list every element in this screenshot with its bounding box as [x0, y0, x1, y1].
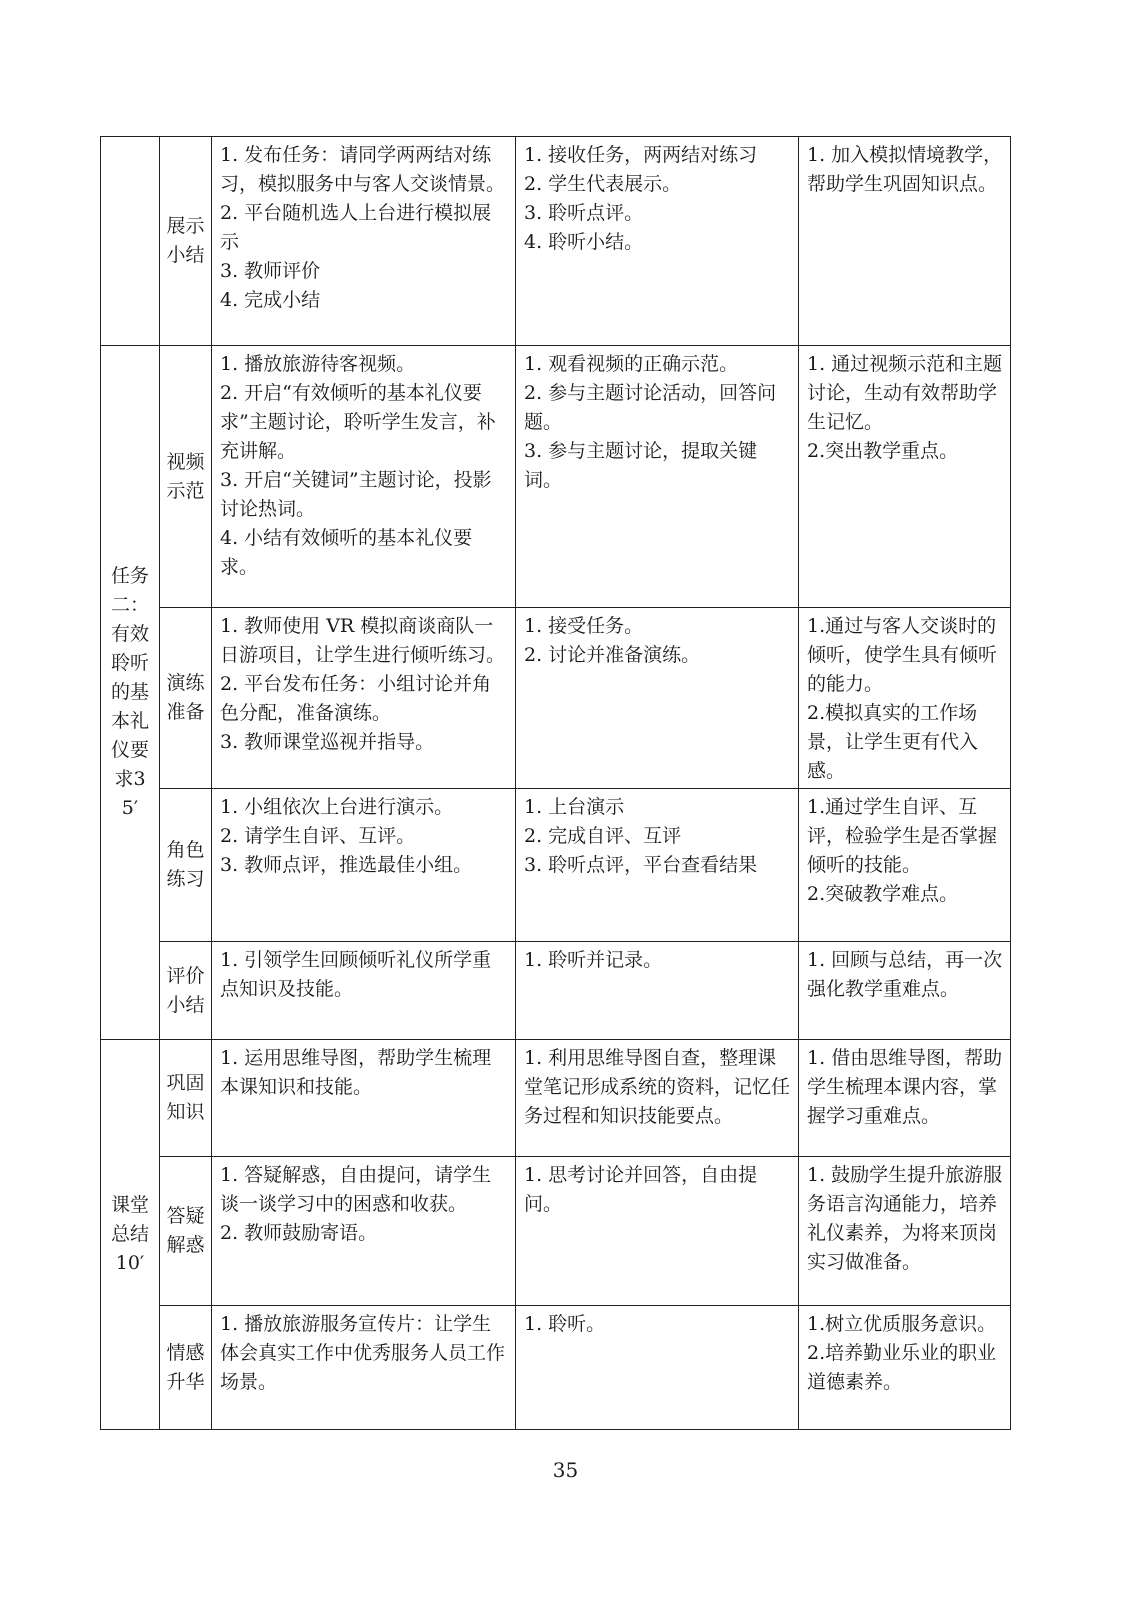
- intent-line: 1. 鼓励学生提升旅游服务语言沟通能力，培养礼仪素养，为将来顶岗实习做准备。: [807, 1164, 1003, 1273]
- phase-label: 演练 准备: [166, 672, 205, 723]
- teacher-activity-cell: [212, 789, 516, 942]
- teacher-line: 2. 教师鼓励寄语。: [220, 1222, 378, 1244]
- phase-label: 答疑 解惑: [166, 1205, 205, 1256]
- student-activity-cell: [516, 942, 799, 1040]
- phase-label: 展示 小结: [166, 215, 205, 266]
- student-line: 3. 参与主题讨论，提取关键词。: [524, 440, 758, 491]
- phase-label: 角色 练习: [166, 839, 205, 890]
- phase-label: 视频 示范: [166, 450, 205, 502]
- intent-line: 2.培养勤业乐业的职业道德素养。: [807, 1342, 997, 1393]
- teacher-line: 1. 引领学生回顾倾听礼仪所学重点知识及技能。: [220, 949, 492, 1000]
- student-line: 1. 聆听。: [524, 1313, 606, 1335]
- teacher-line: 1. 播放旅游待客视频。: [220, 353, 416, 375]
- phase-cell: [160, 942, 212, 1040]
- teacher-line: 3. 教师评价: [220, 260, 321, 282]
- intent-line: 1. 加入模拟情境教学，帮助学生巩固知识点。: [807, 144, 1003, 195]
- phase-cell: [160, 1040, 212, 1157]
- stage-cell: [101, 346, 160, 1040]
- intent-line: 1. 回顾与总结，再一次强化教学重难点。: [807, 949, 1003, 1000]
- teacher-line: 4. 完成小结: [220, 289, 321, 311]
- phase-cell: [160, 789, 212, 942]
- lesson-plan-body: [101, 137, 1011, 1430]
- student-activity-cell: [516, 346, 799, 608]
- teacher-line: 2. 平台发布任务：小组讨论并角色分配，准备演练。: [220, 673, 492, 724]
- intent-line: 1.通过学生自评、互评，检验学生是否掌握倾听的技能。: [807, 796, 998, 876]
- teacher-activity-cell: [212, 1040, 516, 1157]
- teacher-line: 4. 小结有效倾听的基本礼仪要求。: [220, 527, 473, 578]
- phase-cell: [160, 608, 212, 789]
- student-line: 1. 聆听并记录。: [524, 949, 663, 971]
- teacher-line: 1. 小组依次上台进行演示。: [220, 796, 454, 818]
- teacher-line: 3. 开启“关键词”主题讨论，投影讨论热词。: [220, 469, 492, 520]
- teacher-line: 3. 教师点评，推选最佳小组。: [220, 854, 473, 876]
- student-line: 2. 讨论并准备演练。: [524, 644, 701, 666]
- student-line: 1. 接受任务。: [524, 615, 644, 637]
- teacher-line: 1. 教师使用 VR 模拟商谈商队一日游项目，让学生进行倾听练习。: [220, 615, 506, 666]
- student-line: 2. 完成自评、互评: [524, 825, 682, 847]
- student-activity-cell: [516, 1306, 799, 1430]
- teacher-line: 1. 播放旅游服务宣传片：让学生体会真实工作中优秀服务人员工作场景。: [220, 1313, 506, 1393]
- student-line: 1. 思考讨论并回答，自由提问。: [524, 1164, 758, 1215]
- stage-label: 课堂总结10′: [110, 1194, 149, 1274]
- student-activity-cell: [516, 137, 799, 346]
- intent-line: 1.通过与客人交谈时的倾听，使学生具有倾听的能力。: [807, 615, 998, 695]
- student-activity-cell: [516, 789, 799, 942]
- teacher-line: 2. 开启“有效倾听的基本礼仪要求”主题讨论，聆听学生发言，补充讲解。: [220, 382, 496, 462]
- teacher-line: 2. 请学生自评、互评。: [220, 825, 416, 847]
- table-row: [101, 1040, 1011, 1157]
- stage-label: 任务二：有效聆听的基本礼仪要求35′: [110, 565, 149, 819]
- teacher-line: 1. 发布任务：请同学两两结对练习，模拟服务中与客人交谈情景。: [220, 144, 506, 195]
- teacher-line: 1. 答疑解惑，自由提问，请学生谈一谈学习中的困惑和收获。: [220, 1164, 492, 1215]
- student-line: 2. 参与主题讨论活动，回答问题。: [524, 382, 777, 433]
- intent-activity-cell: [799, 1157, 1011, 1306]
- intent-activity-cell: [799, 137, 1011, 346]
- lesson-plan-table: [100, 136, 1011, 1430]
- stage-cell: [101, 1040, 160, 1430]
- table-row: [101, 942, 1011, 1040]
- intent-line: 2.模拟真实的工作场景，让学生更有代入感。: [807, 702, 979, 782]
- student-line: 3. 聆听点评，平台查看结果: [524, 854, 758, 876]
- phase-label: 评价 小结: [166, 964, 205, 1016]
- table-row: [101, 346, 1011, 608]
- phase-label: 情感 升华: [166, 1341, 205, 1393]
- table-row: [101, 1306, 1011, 1430]
- student-line: 1. 上台演示: [524, 796, 625, 818]
- student-line: 1. 接收任务，两两结对练习: [524, 144, 758, 166]
- student-line: 4. 聆听小结。: [524, 231, 644, 253]
- intent-line: 2.突破教学难点。: [807, 883, 959, 905]
- intent-line: 1. 借由思维导图，帮助学生梳理本课内容，掌握学习重难点。: [807, 1047, 1003, 1127]
- teacher-line: 2. 平台随机选人上台进行模拟展示: [220, 202, 492, 253]
- teacher-line: 1. 运用思维导图，帮助学生梳理本课知识和技能。: [220, 1047, 492, 1098]
- intent-activity-cell: [799, 1040, 1011, 1157]
- teacher-activity-cell: [212, 1157, 516, 1306]
- intent-activity-cell: [799, 608, 1011, 789]
- table-row: [101, 137, 1011, 346]
- phase-cell: [160, 137, 212, 346]
- phase-cell: [160, 1306, 212, 1430]
- phase-cell: [160, 1157, 212, 1306]
- teacher-activity-cell: [212, 1306, 516, 1430]
- student-line: 3. 聆听点评。: [524, 202, 644, 224]
- phase-label: 巩固 知识: [166, 1072, 205, 1123]
- table-row: [101, 789, 1011, 942]
- student-line: 1. 观看视频的正确示范。: [524, 353, 739, 375]
- student-line: 1. 利用思维导图自查，整理课堂笔记形成系统的资料，记忆任务过程和知识技能要点。: [524, 1047, 791, 1127]
- teacher-line: 3. 教师课堂巡视并指导。: [220, 731, 435, 753]
- teacher-activity-cell: [212, 942, 516, 1040]
- intent-line: 1. 通过视频示范和主题讨论，生动有效帮助学生记忆。: [807, 353, 1003, 433]
- intent-activity-cell: [799, 346, 1011, 608]
- page-number: 35: [552, 1458, 579, 1482]
- student-line: 2. 学生代表展示。: [524, 173, 682, 195]
- teacher-activity-cell: [212, 137, 516, 346]
- student-activity-cell: [516, 1040, 799, 1157]
- stage-cell: [101, 137, 160, 346]
- table-row: [101, 608, 1011, 789]
- intent-line: 2.突出教学重点。: [807, 440, 959, 462]
- intent-activity-cell: [799, 1306, 1011, 1430]
- student-activity-cell: [516, 608, 799, 789]
- phase-cell: [160, 346, 212, 608]
- intent-line: 1.树立优质服务意识。: [807, 1313, 997, 1335]
- table-row: [101, 1157, 1011, 1306]
- intent-activity-cell: [799, 789, 1011, 942]
- student-activity-cell: [516, 1157, 799, 1306]
- intent-activity-cell: [799, 942, 1011, 1040]
- teacher-activity-cell: [212, 608, 516, 789]
- teacher-activity-cell: [212, 346, 516, 608]
